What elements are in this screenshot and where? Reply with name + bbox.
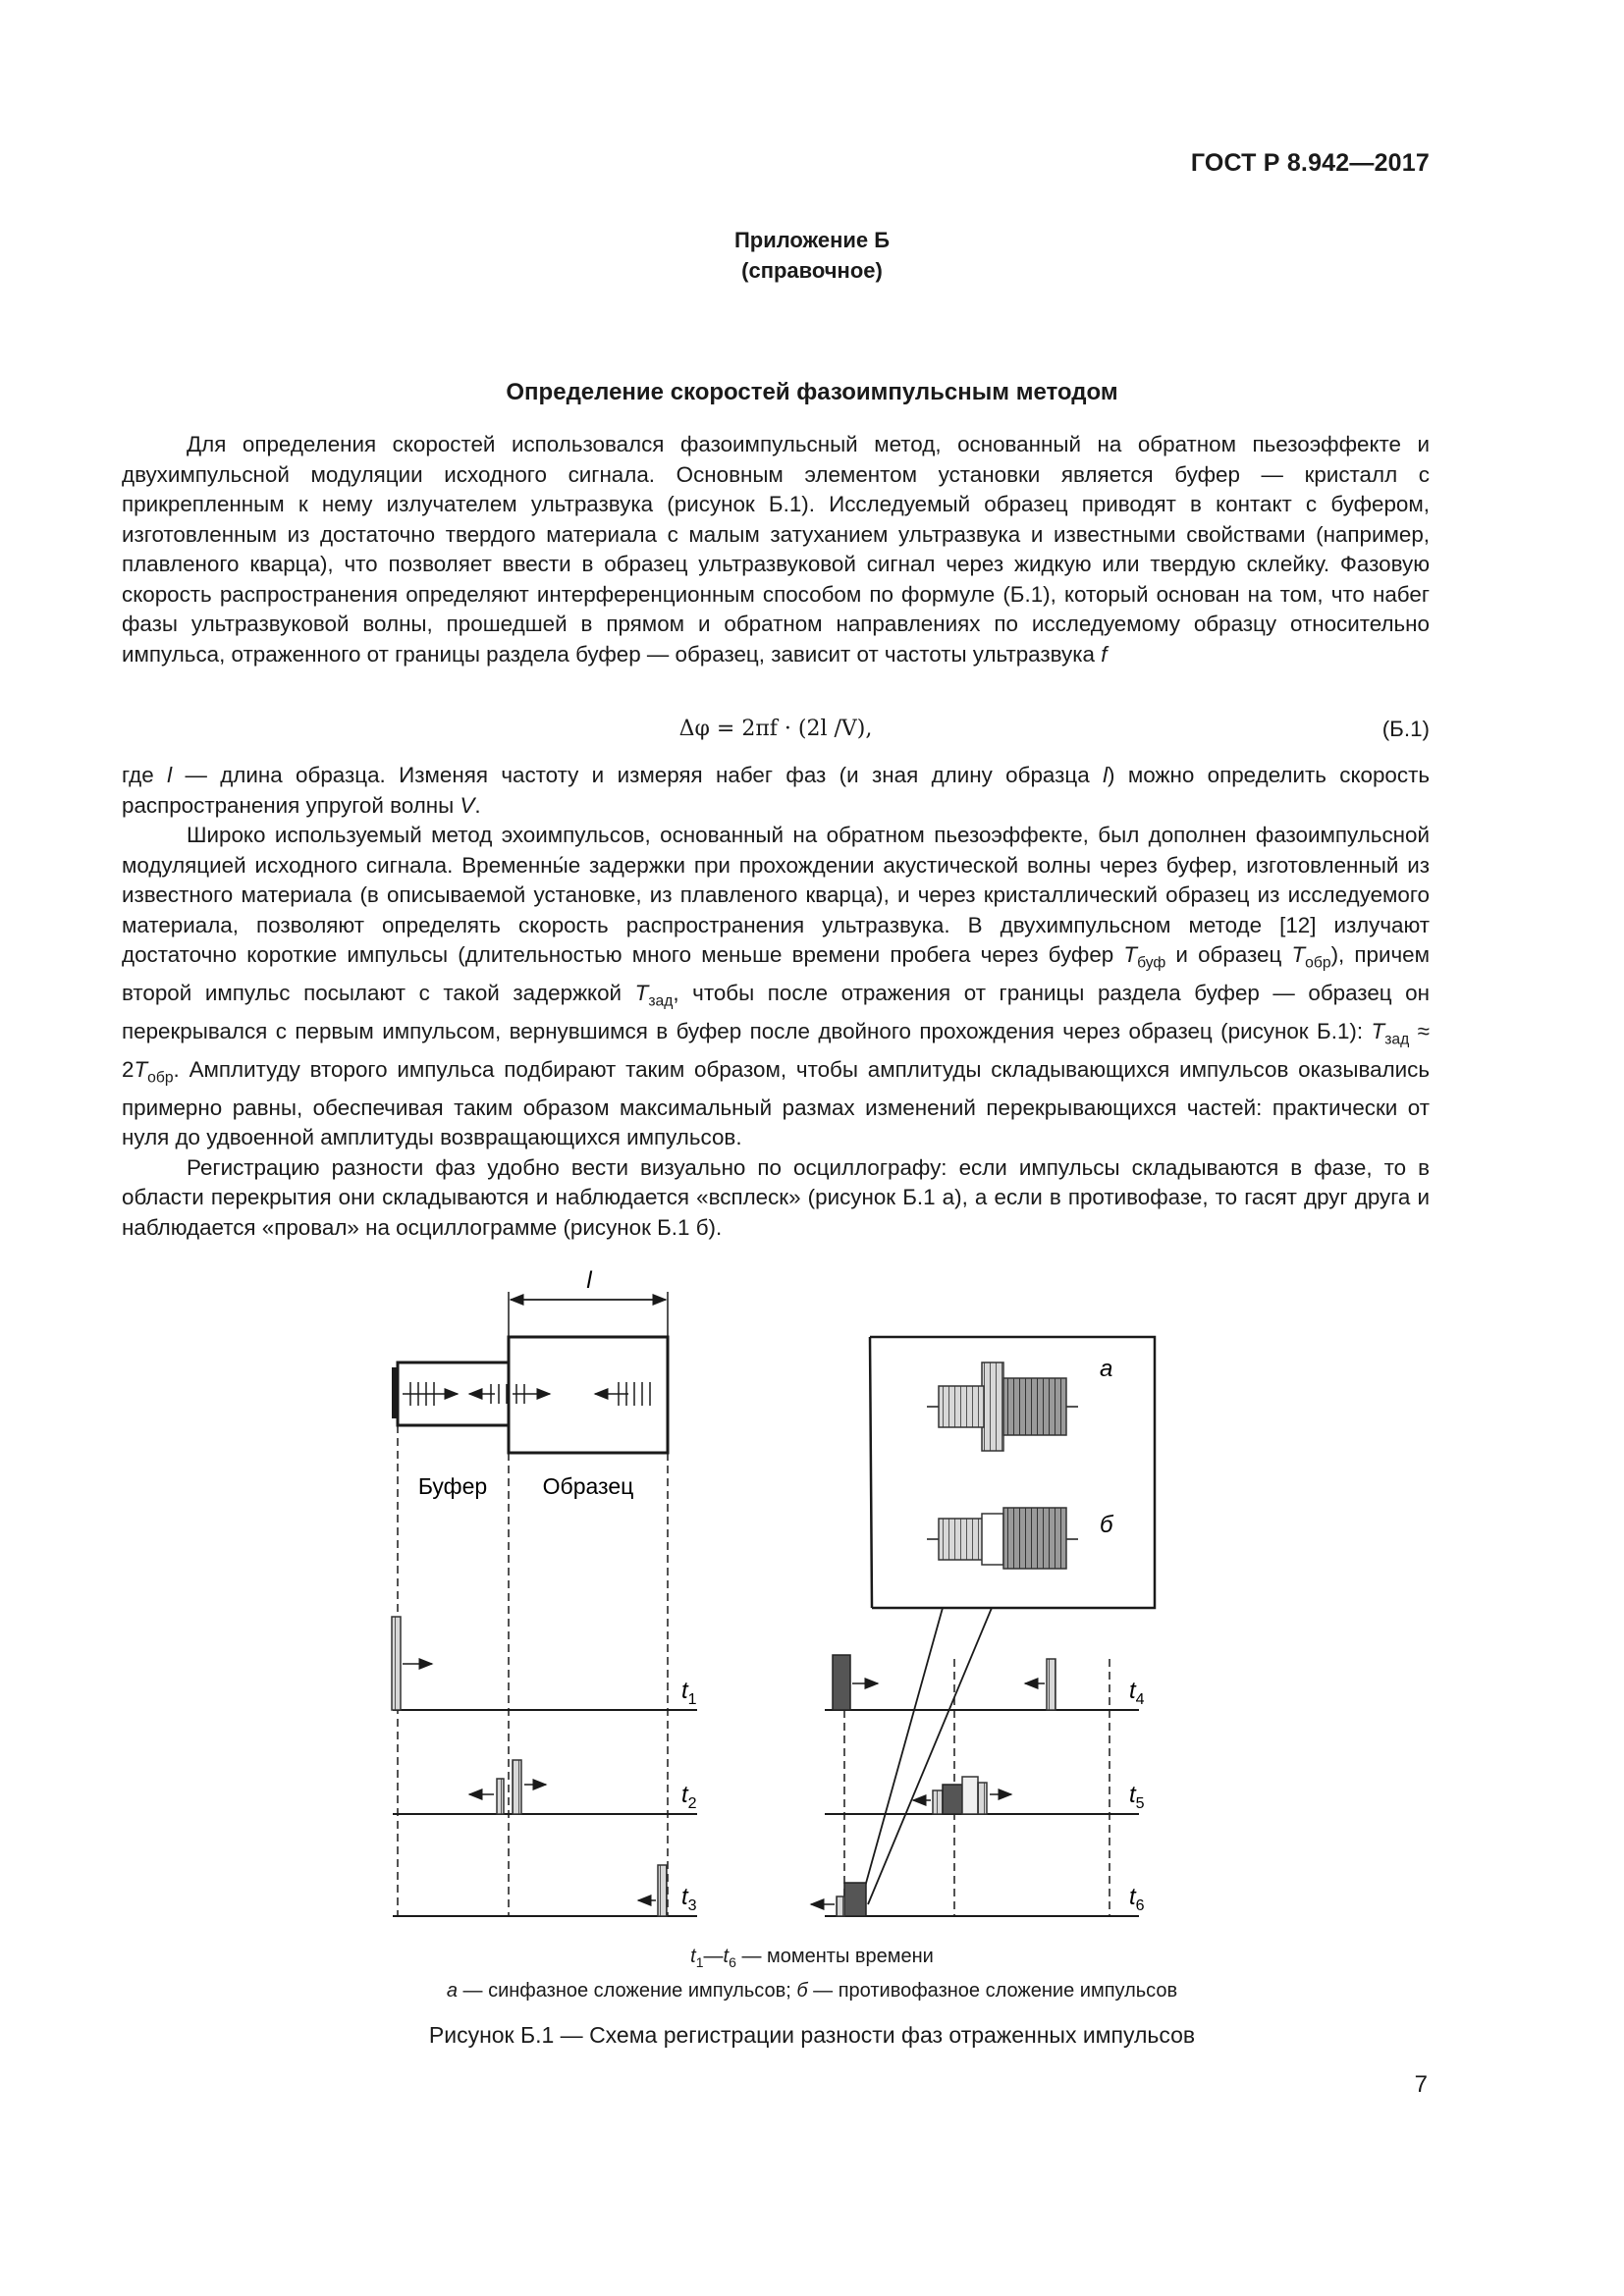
sym-t-buf: T <box>1123 942 1138 967</box>
sub-obr-2: обр <box>147 1069 174 1087</box>
page-number: 7 <box>1414 2071 1428 2098</box>
legend-sub-1: 1 <box>695 1954 704 1970</box>
pulse-t1 <box>392 1617 401 1710</box>
time-index-2: 2 <box>687 1795 697 1812</box>
p3-part-d: , чтобы после отражения от границы раздела буфер — образец он перекрывался с первым импульсом, вернувшимся в буфер после двойного прохождения через образец (рисунок Б.1): <box>122 980 1430 1043</box>
p3-part-e: . Амплитуду второго импульса подбирают таким образом, чтобы амплитуды складывающихся импульсов оказывались примерно равны, обеспечивая таким образом максимальный размах изменений перекрывающихся частей: практически от нуля до удвоенной амплитуды возвращающихся импульсов. <box>122 1056 1430 1150</box>
p3-part-c: ), причем второй импульс посылают с такой задержкой <box>122 942 1430 1005</box>
time-label-t3 <box>681 1884 697 1914</box>
paragraph-1 <box>122 430 1430 669</box>
sym-t-obr: T <box>1291 942 1306 967</box>
legend-a: а <box>446 1980 458 2002</box>
sym-t-zad: T <box>634 980 649 1005</box>
sub-obr: обр <box>1305 954 1331 972</box>
pulse-t3 <box>658 1865 667 1916</box>
inset-label-b: б <box>1100 1512 1113 1538</box>
legend-b-text: — противофазное сложение импульсов <box>813 1980 1178 2002</box>
paragraph-2: где l — длина образца. Изменяя частоту и измеряя набег фаз (и зная длину образца l) можно определить скорость распространения упругой волны V. Широко используемый метод эхоимпульсов, основанный на обратном пьезоэффекте, был дополнен фазоимпульсной модуляцией исходного сигнала. Временны́е задержки при прохождении акустической волны через буфер, изготовленный из известного материала (в описываемой установке, из плавленого кварца), и через кристаллический образец из исследуемого материала, позволяют определять скорость распространения ультразвука. В двухимпульсном методе [12] излучают достаточно короткие импульсы (длительностью много меньше времени пробега через буфер $T_{буф}$ и образец $T_{обр}$), причем второй импульс посылают с такой задержкой $T_{зад}$, чтобы после отражения от границы раздела буфер — образец он перекрывался с первым импульсом, вернувшимся в буфер после двойного прохождения через образец (рисунок Б.1): $T_{зад} \approx 2T_{обр}$. Амплитуду второго импульса подбирают таким образом, чтобы амплитуды складывающихся импульсов оказывались примерно равны, обеспечивая таким образом максимальный размах изменений перекрывающихся частей: практически от нуля до удвоенной амплитуды возвращающихся импульсов. Регистрацию разности фаз удобно вести визуально по осциллографу: если импульсы складываются в фазе, то в области перекрытия они складываются и наблюдается «всплеск» (рисунок Б.1 а), а если в противофазе, то гасят друг друга и наблюдается «провал» на осциллограмме (рисунок Б.1 б). <box>122 763 1431 1240</box>
figure-caption: Рисунок Б.1 — Схема регистрации разности фаз отраженных импульсов <box>428 2022 1196 2048</box>
time-label-t5 <box>1129 1782 1145 1812</box>
p3-approx: ≈ 2 <box>122 1018 1430 1082</box>
sub-zad-2: зад <box>1384 1031 1410 1048</box>
pulse-t5-c <box>962 1777 978 1814</box>
legend-dash: — <box>703 1946 724 1967</box>
time-symbol-t6: t <box>1129 1884 1136 1910</box>
p2-part-a: где <box>122 763 154 787</box>
var-f: f <box>1101 641 1108 667</box>
sym-t-obr-2: T <box>134 1056 148 1082</box>
time-index-4: 4 <box>1135 1691 1145 1708</box>
pulse-t6-b <box>837 1896 844 1916</box>
paragraph-1-text: Для определения скоростей использовался фазоимпульсный метод, основанный на обратном пьезоэффекте и двухимпульсной модуляции исходного сигнала. Основным элементом установки является буфер — кристалл с прикрепленным к нему излучателем ультразвука (рисунок Б.1). Исследуемый образец приводят в контакт с буфером, изготовленным из достаточно твердого материала с малым затуханием ультразвука и известными свойствами (например, плавленого кварца), что позволяет ввести в образец ультразвуковой сигнал через жидкую или твердую склейку. Фазовую скорость распространения определяют интерференционным способом по формуле (Б.1), который основан на том, что набег фазы ультразвуковой волны, прошедшей в прямом и обратном направлениях по исследуемому образцу относительно импульса, отраженного от границы раздела буфер — образец, зависит от частоты ультразвука <box>122 432 1430 667</box>
standard-id: ГОСТ Р 8.942—2017 <box>1190 149 1430 177</box>
label-length: l <box>586 1267 592 1294</box>
time-symbol-t1: t <box>681 1678 688 1704</box>
appendix-title: Приложение Б <box>733 228 891 252</box>
time-index-1: 1 <box>687 1691 697 1708</box>
pulse-t5-a <box>933 1790 943 1814</box>
sym-t-zad-2: T <box>1371 1018 1385 1043</box>
formula-expression: Δφ = 2πf · (2l /V), <box>678 717 873 741</box>
time-label-t4 <box>1129 1678 1145 1708</box>
pulse-t4-first <box>833 1655 850 1710</box>
formula-number: (Б.1) <box>1381 717 1430 741</box>
p2-part-c: ) можно определить скорость распространения упругой волны <box>122 763 1431 818</box>
p3-part-a: Широко используемый метод эхоимпульсов, основанный на обратном пьезоэффекте, был дополнен фазоимпульсной модуляцией исходного сигнала. Временны́е задержки при прохождении акустической волны через буфер, изготовленный из известного материала (в описываемой установке, из плавленого кварца), и через кристаллический образец из исследуемого материала, позволяют определять скорость распространения ультразвука. В двухимпульсном методе [12] излучают достаточно короткие импульсы (длительностью много меньше времени пробега через буфер <box>122 823 1430 967</box>
sub-zad: зад <box>648 992 674 1010</box>
pulse-t5-b <box>943 1785 962 1814</box>
time-index-6: 6 <box>1135 1897 1145 1914</box>
time-symbol-t3: t <box>681 1884 688 1910</box>
label-buffer: Буфер <box>417 1473 488 1499</box>
inset-a-pulse <box>927 1362 1078 1451</box>
pulse-t5-d <box>978 1783 987 1814</box>
figure-b1 <box>0 1266 1624 2012</box>
legend-moments-text: — моменты времени <box>741 1946 934 1967</box>
pulse-t2-reflected <box>497 1779 504 1814</box>
var-l: l <box>167 763 173 787</box>
legend-t-start: t <box>690 1946 696 1967</box>
formula-b1 <box>122 717 1430 748</box>
legend-t-end: t <box>723 1946 730 1967</box>
sub-buf: буф <box>1137 954 1166 972</box>
p3-part-b: и образец <box>1175 942 1282 967</box>
paragraph-4-text: Регистрацию разности фаз удобно вести визуально по осциллографу: если импульсы складываются в фазе, то в области перекрытия они складываются и наблюдается «всплеск» (рисунок Б.1 а), а если в противофазе, то гасят друг друга и наблюдается «провал» на осциллограмме (рисунок Б.1 б). <box>122 1154 1430 1240</box>
section-title: Определение скоростей фазоимпульсным методом <box>506 379 1118 405</box>
p2-part-b: — длина образца. Изменяя частоту и измеряя набег фаз (и зная длину образца <box>185 763 1090 787</box>
var-l-2: l <box>1103 763 1109 787</box>
legend-a-text: — синфазное сложение импульсов; <box>462 1980 791 2002</box>
legend-sub-6: 6 <box>729 1954 736 1970</box>
time-index-3: 3 <box>687 1897 697 1914</box>
time-symbol-t2: t <box>681 1782 688 1808</box>
legend-moments <box>0 1946 1624 1970</box>
pulse-t2-transmitted <box>513 1760 521 1814</box>
inset-label-a: а <box>1100 1356 1113 1382</box>
legend-b: б <box>796 1980 808 2002</box>
var-v: V <box>460 792 475 818</box>
legend-ab <box>0 1980 1624 2002</box>
time-symbol-t5: t <box>1129 1782 1136 1808</box>
sample-block <box>509 1337 668 1453</box>
time-label-t6 <box>1129 1884 1145 1914</box>
inset-b-pulse <box>927 1508 1078 1569</box>
time-index-5: 5 <box>1135 1795 1145 1812</box>
time-label-t2 <box>681 1782 697 1812</box>
appendix-subtitle: (справочное) <box>741 258 883 283</box>
pulse-t6-a <box>844 1883 866 1916</box>
pulse-t4-second <box>1047 1659 1056 1710</box>
label-sample: Образец <box>542 1473 634 1499</box>
time-symbol-t4: t <box>1129 1678 1136 1704</box>
time-label-t1 <box>681 1678 697 1708</box>
